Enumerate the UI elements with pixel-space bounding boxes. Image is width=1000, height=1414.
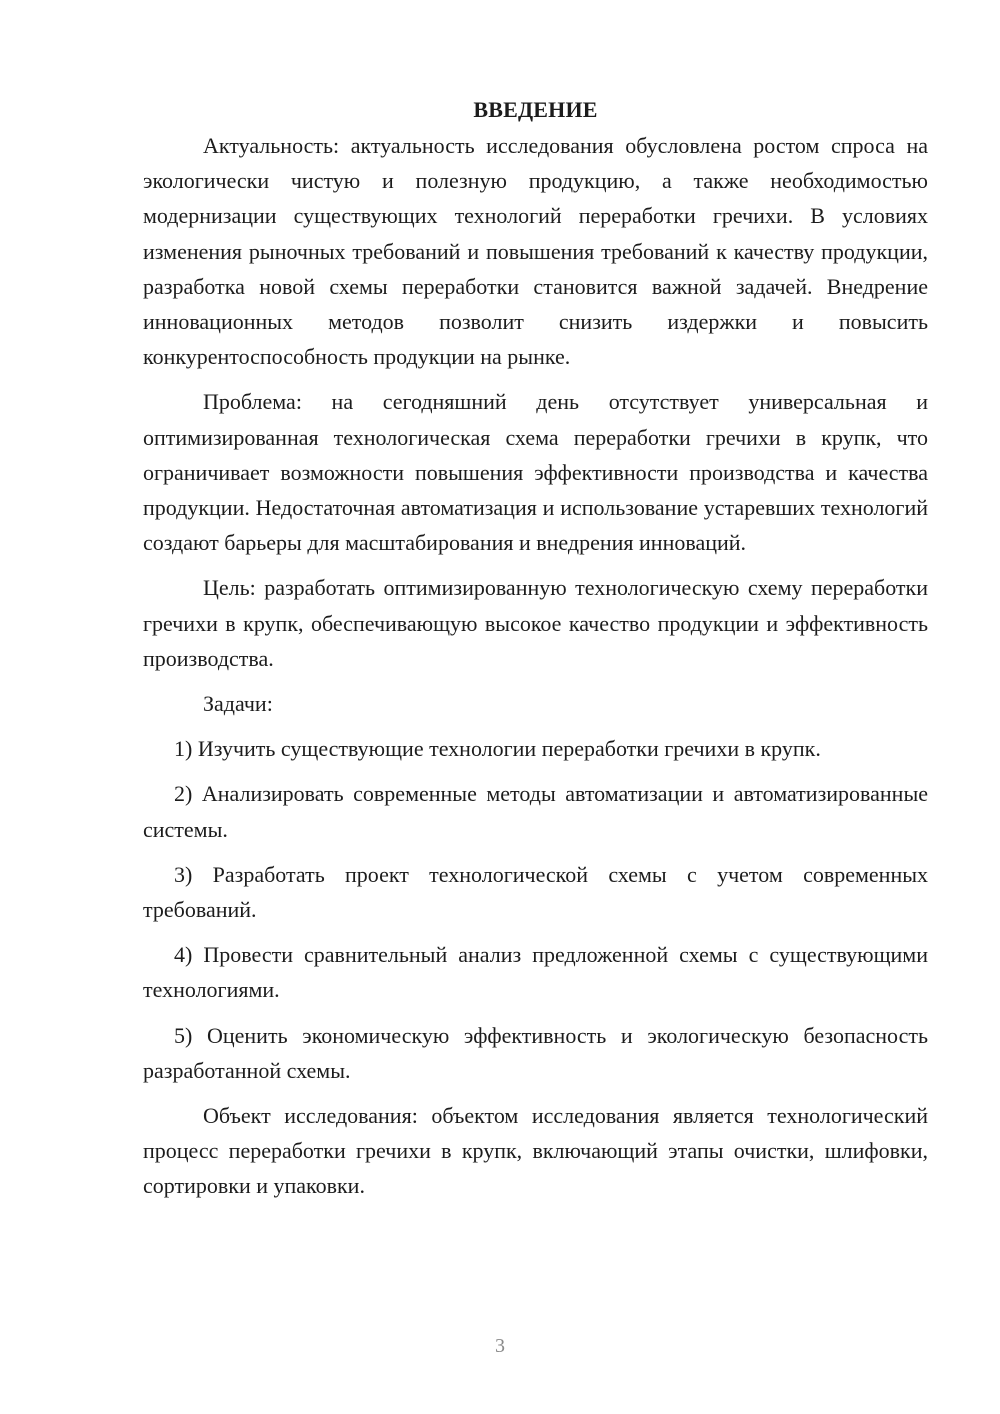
tasks-label: Задачи: bbox=[203, 691, 273, 717]
task-item-1: 1) Изучить существующие технологии переработки гречихи в крупк. bbox=[174, 736, 821, 762]
task-item-2: 2) Анализировать современные методы автоматизации и автоматизированные системы. bbox=[143, 781, 928, 842]
task-item-3: 3) Разработать проект технологической схемы с учетом современных требований. bbox=[143, 861, 928, 923]
page-number: 3 bbox=[495, 1335, 505, 1357]
page-title: ВВЕДЕНИЕ bbox=[473, 97, 598, 122]
problem-paragraph: Проблема: на сегодняшний день отсутствует универсальная и оптимизированная технологическая схема переработки гречихи в крупк, что ограничивает возможности повышения эффективности производства и качества продукции. Недостаточная автоматизация и использование устаревших технологий создают барьеры для масштабирования и внедрения инноваций. bbox=[143, 389, 928, 556]
goal-paragraph: Цель: разработать оптимизированную технологическую схему переработки гречихи в крупк, обеспечивающую высокое качество продукции и эффективность производства. bbox=[143, 575, 928, 671]
document-page bbox=[143, 92, 928, 1214]
task-item-4: 4) Провести сравнительный анализ предложенной схемы с существующими технологиями. bbox=[143, 942, 928, 1003]
tasks-list bbox=[143, 731, 928, 1088]
relevance-paragraph: Актуальность: актуальность исследования обусловлена ростом спроса на экологически чистую и полезную продукцию, а также необходимостью модернизации существующих технологий переработки гречихи. В условиях изменения рыночных требований и повышения требований к качеству продукции, разработка новой схемы переработки становится важной задачей. Внедрение инновационных методов позволит снизить издержки и повысить конкурентоспособность продукции на рынке. bbox=[143, 133, 928, 370]
object-paragraph: Объект исследования: объектом исследования является технологический процесс переработки гречихи в крупк, включающий этапы очистки, шлифовки, сортировки и упаковки. bbox=[143, 1103, 928, 1199]
task-item-5: 5) Оценить экономическую эффективность и экологическую безопасность разработанной схемы. bbox=[143, 1022, 928, 1083]
